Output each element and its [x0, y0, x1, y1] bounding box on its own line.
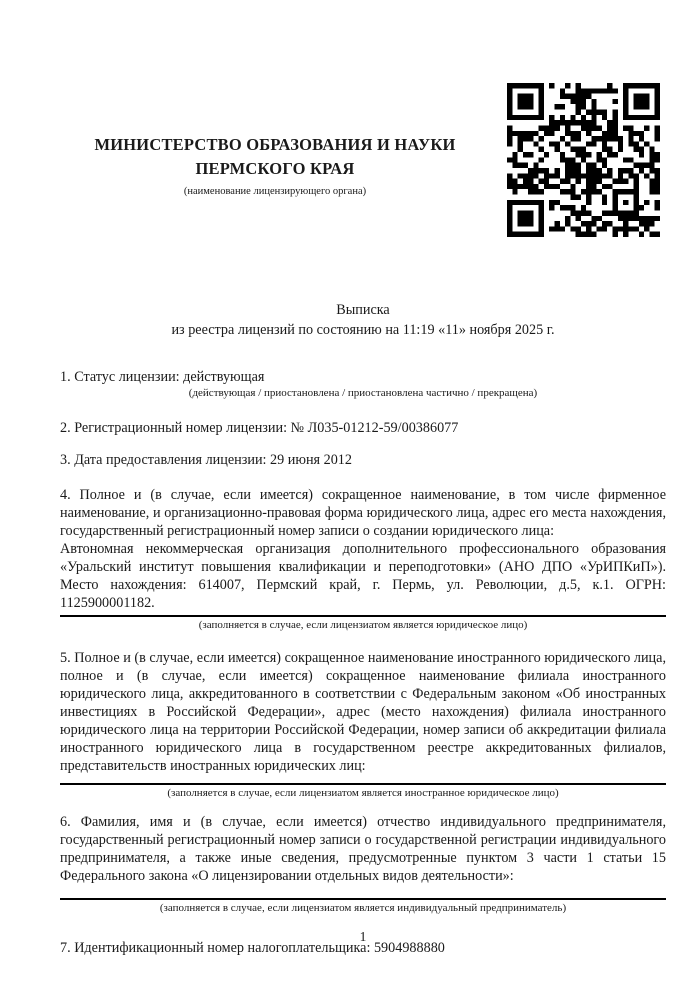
field-rule-entrepreneur — [60, 898, 666, 900]
document-title-line1: Выписка — [336, 302, 390, 318]
field-rule-legal-entity — [60, 615, 666, 617]
caption-entrepreneur: (заполняется в случае, если лицензиатом является индивидуальный предприниматель) — [159, 902, 567, 914]
caption-foreign-entity: (заполняется в случае, если лицензиатом является иностранное юридическое лицо) — [167, 787, 559, 799]
field-rule-foreign-entity — [60, 783, 666, 785]
document-body — [60, 368, 666, 957]
caption-legal-entity: (заполняется в случае, если лицензиатом является юридическое лицо) — [198, 619, 528, 631]
issuer-name-line2: ПЕРМСКОГО КРАЯ — [195, 159, 355, 178]
issuer-header — [60, 133, 490, 198]
item-legal-entity-value: Автономная некоммерческая организация дополнительного профессионального образования «Уральский институт повышения квалификации и переподготовки» (АНО ДПО «УрИПКиП»). Место нахождения: 614007, Пермский край, г. Пермь, ул. Революции, д.5, к.1. ОГРН: 1125900001182. — [60, 541, 666, 611]
item-legal-entity-label: 4. Полное и (в случае, если имеется) сокращенное наименование, в том числе фирменное наименование, и организационно-правовая форма юридического лица, адрес его места нахождения, государственный регистрационный номер записи о создании юридического лица: — [60, 487, 666, 539]
item-license-status: 1. Статус лицензии: действующая — [60, 369, 265, 385]
item-registration-number: 2. Регистрационный номер лицензии: № Л035-01212-59/00386077 — [60, 420, 459, 436]
document-title-line2: из реестра лицензий по состоянию на 11:19 «11» ноября 2025 г. — [171, 321, 555, 338]
issuer-caption: (наименование лицензирующего органа) — [183, 186, 367, 197]
qr-code-icon — [507, 83, 660, 237]
item-foreign-entity: 5. Полное и (в случае, если имеется) сокращенное наименование иностранного юридического лица, полное и (в случае, если имеется) сокращенное наименование филиала иностранного юридического лица, аккредитованного в соответствии с Федеральным законом «Об иностранных инвестициях в Российской Федерации», адрес (место нахождения) филиала иностранного юридического лица на территории Российской Федерации, номер записи об аккредитации филиала иностранного юридического лица в государственном реестре аккредитованных филиалов, представительств иностранных юридических лиц: — [60, 650, 666, 774]
issuer-name-line1: МИНИСТЕРСТВО ОБРАЗОВАНИЯ И НАУКИ — [94, 135, 456, 154]
page-number: 1 — [359, 929, 367, 944]
item-taxpayer-number: 7. Идентификационный номер налогоплательщика: 5904988880 — [60, 940, 445, 956]
item-grant-date: 3. Дата предоставления лицензии: 29 июня 2012 — [60, 452, 352, 468]
item-entrepreneur: 6. Фамилия, имя и (в случае, если имеется) отчество индивидуального предпринимателя, государственный регистрационный номер записи о государственной регистрации индивидуального предпринимателя, а также иные сведения, предусмотренные пунктом 3 части 1 статьи 15 Федерального закона «О лицензировании отдельных видов деятельности»: — [60, 814, 666, 884]
document-title — [60, 301, 666, 340]
caption-license-status: (действующая / приостановлена / приостановлена частично / прекращена) — [188, 387, 538, 399]
